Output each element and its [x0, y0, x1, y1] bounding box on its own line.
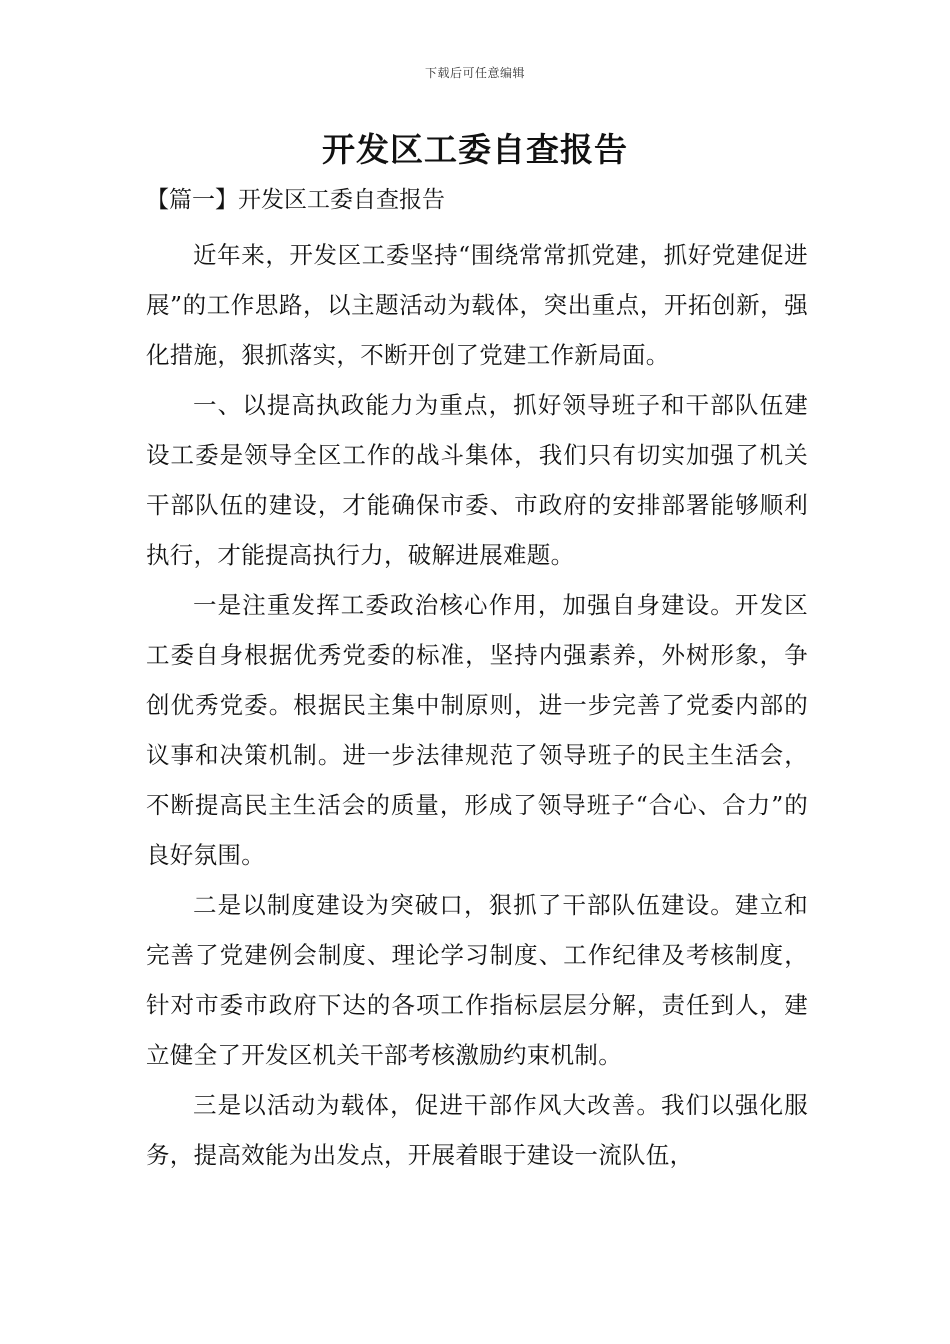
- paragraph-intro: 近年来，开发区工委坚持“围绕常常抓党建，抓好党建促进展”的工作思路，以主题活动为载体，突出重点，开拓创新，强化措施，狠抓落实，不断开创了党建工作新局面。: [146, 241, 808, 369]
- paragraph-point-two: 二是以制度建设为突破口，狠抓了干部队伍建设。建立和完善了党建例会制度、理论学习制度、工作纪律及考核制度，针对市委市政府下达的各项工作指标层层分解，责任到人，建立健全了开发区机关干部考核激励约束机制。: [146, 891, 808, 1069]
- document-title: 开发区工委自查报告: [322, 130, 628, 169]
- paragraph-point-one: 一是注重发挥工委政治核心作用，加强自身建设。开发区工委自身根据优秀党委的标准，坚持内强素养，外树形象，争创优秀党委。根据民主集中制原则，进一步完善了党委内部的议事和决策机制。进一步法律规范了领导班子的民主生活会，不断提高民主生活会的质量，形成了领导班子“合心、合力”的良好氛围。: [146, 591, 808, 869]
- paragraph-section-one: 一、以提高执政能力为重点，抓好领导班子和干部队伍建设工委是领导全区工作的战斗集体，我们只有切实加强了机关干部队伍的建设，才能确保市委、市政府的安排部署能够顺利执行，才能提高执行力，破解进展难题。: [146, 391, 808, 569]
- section-heading: 【篇一】开发区工委自查报告: [146, 187, 445, 213]
- paragraph-point-three: 三是以活动为载体，促进干部作风大改善。我们以强化服务，提高效能为出发点，开展着眼于建设一流队伍，: [146, 1091, 808, 1169]
- header-note: 下载后可任意编辑: [424, 66, 525, 80]
- document-body: [146, 230, 808, 1180]
